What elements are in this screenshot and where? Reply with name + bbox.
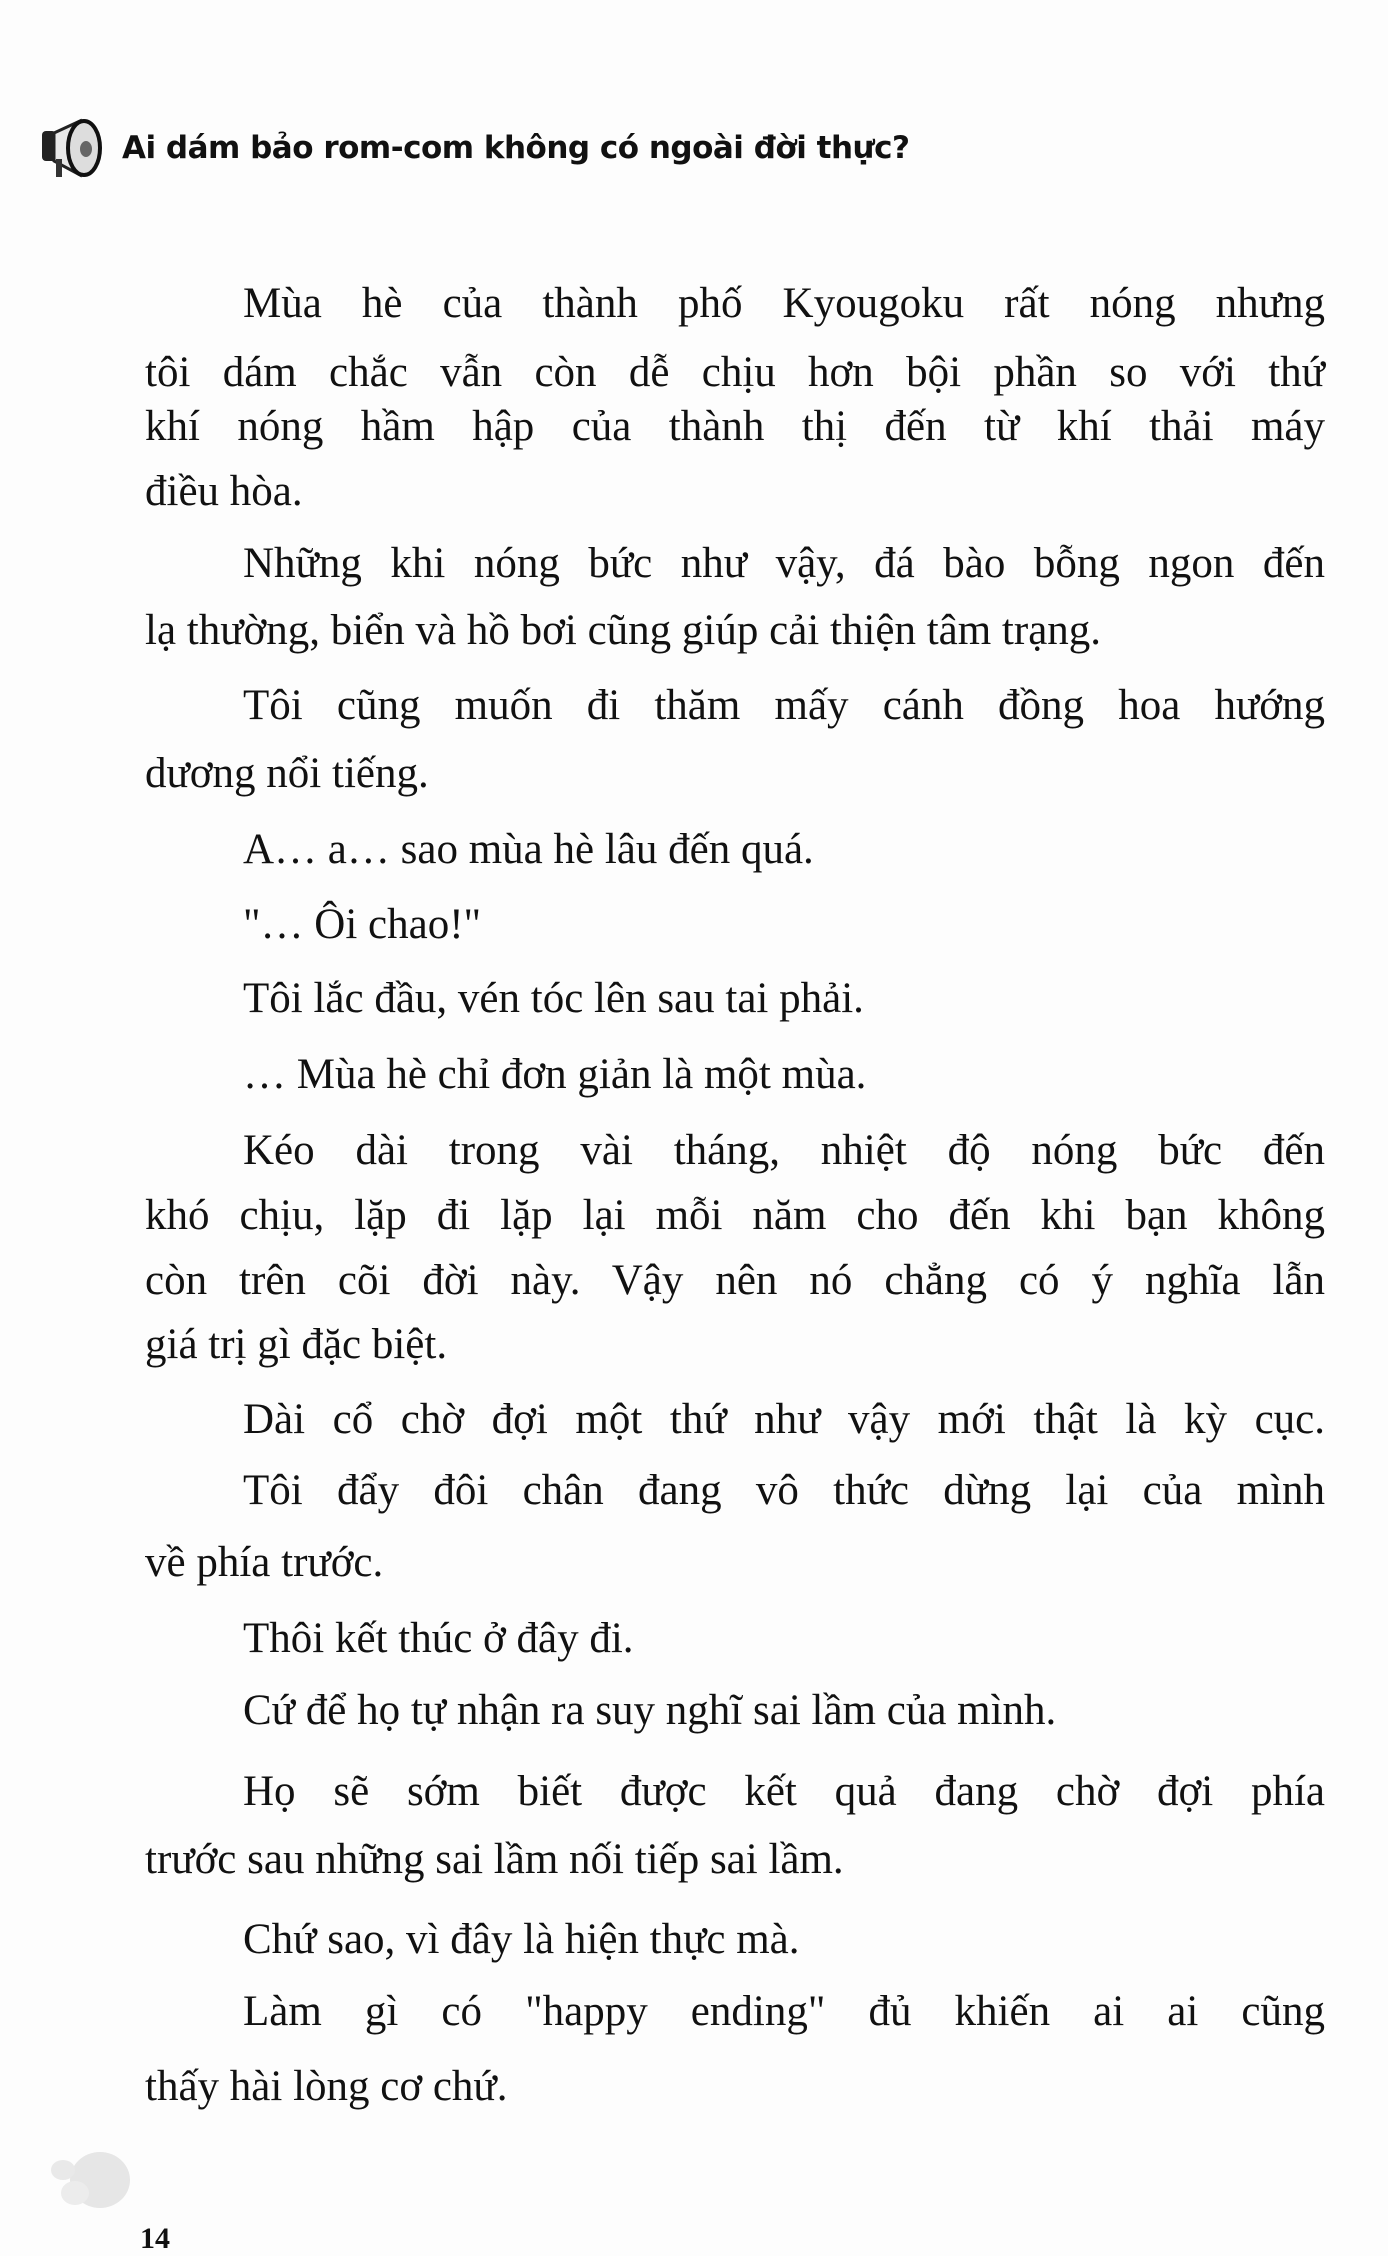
- text-line: khí nóng hầm hập của thành thị đến từ khí thải máy: [145, 403, 1325, 450]
- text-line: còn trên cõi đời này. Vậy nên nó chẳng có ý nghĩa lẫn: [145, 1257, 1325, 1304]
- running-header: [36, 108, 909, 188]
- mascot-icon: [45, 2148, 135, 2218]
- text-line: tôi dám chắc vẫn còn dễ chịu hơn bội phần so với thứ: [145, 349, 1325, 396]
- text-line: giá trị gì đặc biệt.: [145, 1321, 448, 1368]
- text-line: Chứ sao, vì đây là hiện thực mà.: [243, 1916, 800, 1963]
- text-line: Thôi kết thúc ở đây đi.: [243, 1615, 634, 1662]
- text-line: về phía trước.: [145, 1539, 384, 1586]
- text-line: trước sau những sai lầm nối tiếp sai lầm.: [145, 1836, 844, 1883]
- text-line: Tôi đẩy đôi chân đang vô thức dừng lại của mình: [243, 1467, 1325, 1514]
- text-line: thấy hài lòng cơ chứ.: [145, 2063, 508, 2110]
- text-line: A… a… sao mùa hè lâu đến quá.: [243, 826, 814, 873]
- text-line: Làm gì có "happy ending" đủ khiến ai ai cũng: [243, 1988, 1325, 2035]
- text-line: Mùa hè của thành phố Kyougoku rất nóng nhưng: [243, 280, 1325, 327]
- text-line: Họ sẽ sớm biết được kết quả đang chờ đợi phía: [243, 1768, 1325, 1815]
- text-line: dương nổi tiếng.: [145, 750, 429, 797]
- text-line: Những khi nóng bức như vậy, đá bào bỗng ngon đến: [243, 540, 1325, 587]
- text-line: "… Ôi chao!": [243, 901, 482, 948]
- megaphone-icon: [36, 113, 106, 183]
- text-line: khó chịu, lặp đi lặp lại mỗi năm cho đến khi bạn không: [145, 1192, 1325, 1239]
- text-line: Kéo dài trong vài tháng, nhiệt độ nóng bức đến: [243, 1127, 1325, 1174]
- text-line: điều hòa.: [145, 468, 303, 515]
- text-line: Dài cổ chờ đợi một thứ như vậy mới thật là kỳ cục.: [243, 1396, 1325, 1443]
- running-header-title: Ai dám bảo rom-com không có ngoài đời thực?: [122, 130, 910, 166]
- text-line: … Mùa hè chỉ đơn giản là một mùa.: [243, 1051, 867, 1098]
- text-line: Cứ để họ tự nhận ra suy nghĩ sai lầm của mình.: [243, 1687, 1057, 1734]
- text-line: Tôi lắc đầu, vén tóc lên sau tai phải.: [243, 975, 864, 1022]
- page-number: 14: [140, 2222, 170, 2255]
- text-line: lạ thường, biển và hồ bơi cũng giúp cải thiện tâm trạng.: [145, 607, 1102, 654]
- text-line: Tôi cũng muốn đi thăm mấy cánh đồng hoa hướng: [243, 682, 1325, 729]
